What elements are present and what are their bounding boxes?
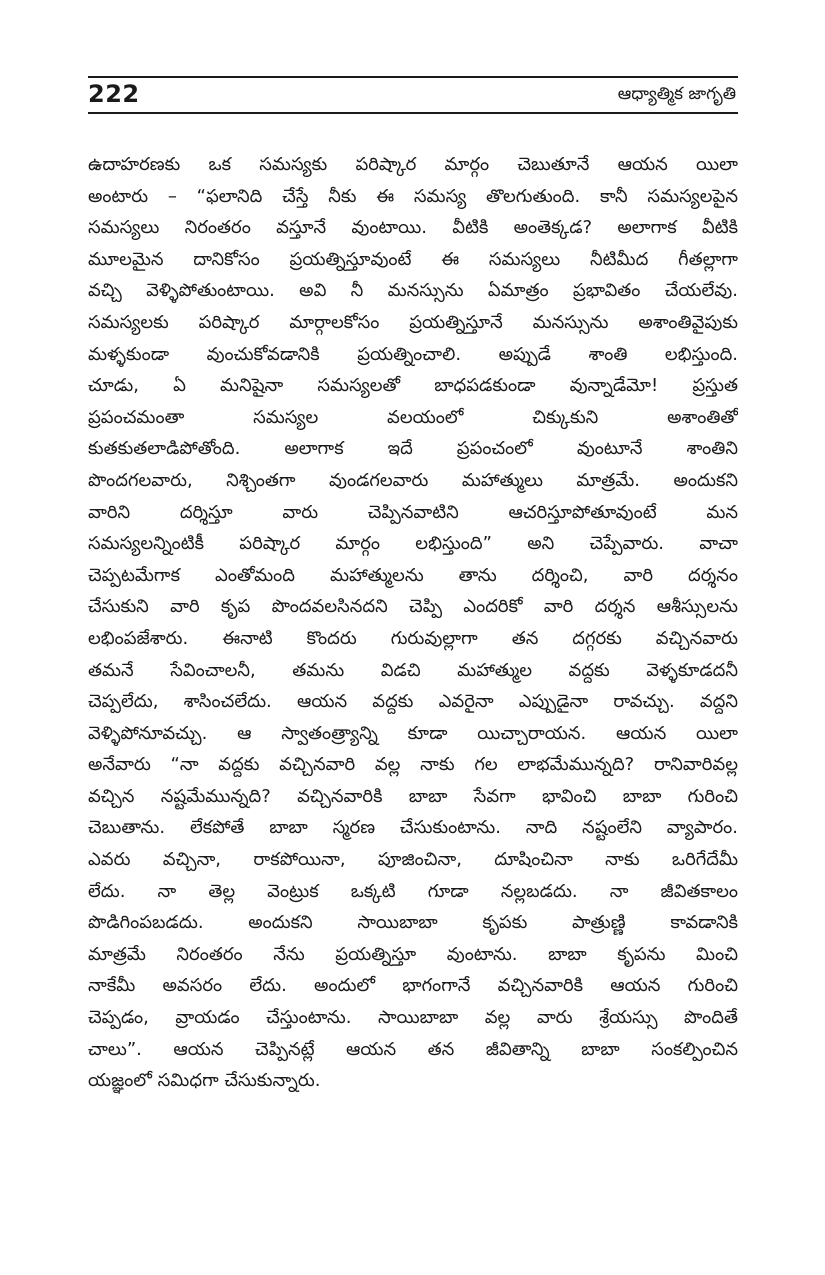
text-line: పొందగలవారు, నిశ్చింతగా వుండగలవారు మహాత్ములు మాత్రమే. అందుకని [88, 469, 738, 491]
text-line: యజ్ఞంలో సమిధగా చేసుకున్నారు. [88, 1070, 321, 1092]
text-line: చెప్పటమేగాక ఎంతోమంది మహాత్ములను తాను దర్శించి, వారి దర్శనం [88, 564, 738, 586]
text-line: తమనే సేవించాలనీ, తమను విడచి మహాత్ముల వద్దకు వెళ్ళకూడదనీ [88, 659, 738, 681]
text-line: కుతకుతలాడిపోతోంది. అలాగాక ఇదే ప్రపంచంలో వుంటూనే శాంతిని [88, 438, 738, 460]
text-line: మూలమైన దానికోసం ప్రయత్నిస్తూవుంటే ఈ సమస్యలు నీటిమీద గీతల్లాగా [88, 248, 738, 270]
text-line: చెబుతాను. లేకపోతే బాబా స్మరణ చేసుకుంటాను. నాది నష్టంలేని వ్యాపారం. [88, 817, 738, 839]
text-line: మాత్రమే నిరంతరం నేను ప్రయత్నిస్తూ వుంటాను. బాబా కృపను మించి [88, 943, 738, 965]
text-line: వెళ్ళిపోనూవచ్చు. ఆ స్వాతంత్ర్యాన్ని కూడా యిచ్చారాయన. ఆయన యిలా [88, 722, 738, 744]
text-line: నాకేమీ అవసరం లేదు. అందులో భాగంగానే వచ్చినవారికి ఆయన గురించి [88, 975, 738, 997]
text-line: సమస్యలకు పరిష్కార మార్గాలకోసం ప్రయత్నిస్తూనే మనస్సును అశాంతివైపుకు [88, 311, 738, 333]
text-line: సమస్యలు నిరంతరం వస్తూనే వుంటాయి. వీటికి అంతెక్కడ? అలాగాక వీటికి [88, 217, 738, 239]
text-line: సమస్యలన్నింటికీ పరిష్కార మార్గం లభిస్తుంది” అని చెప్పేవారు. వాచా [88, 533, 738, 555]
text-line: పొడిగింపబడదు. అందుకని సాయిబాబా కృపకు పాత్రుణ్ణి కావడానికి [88, 912, 738, 934]
text-line: చూడు, ఏ మనిషైనా సమస్యలతో బాధపడకుండా వున్నాడేమో! ప్రస్తుత [88, 375, 738, 397]
text-line: వచ్చిన నష్టమేమున్నది? వచ్చినవారికి బాబా సేవగా భావించి బాబా గురించి [88, 785, 738, 807]
text-line: ఉదాహరణకు ఒక సమస్యకు పరిష్కార మార్గం చెబుతూనే ఆయన యిలా [88, 154, 738, 175]
text-line: అంటారు – “ఫలానిది చేస్తే నీకు ఈ సమస్య తొలగుతుంది. కానీ సమస్యలపైన [88, 185, 738, 207]
text-line: లేదు. నా తెల్ల వెంట్రుక ఒక్కటి గూడా నల్లబడదు. నా జీవితకాలం [88, 880, 738, 902]
text-line: చేసుకుని వారి కృప పొందవలసినదని చెప్పి ఎందరికో వారి దర్శన ఆశీస్సులను [88, 596, 738, 618]
text-line: వచ్చి వెళ్ళిపోతుంటాయి. అవి నీ మనస్సును ఏమాత్రం ప్రభావితం చేయలేవు. [88, 280, 738, 302]
text-line: చెప్పడం, వ్రాయడం చేస్తుంటాను. సాయిబాబా వల్ల వారు శ్రేయస్సు పొందితే [88, 1007, 738, 1029]
text-line: చాలు”. ఆయన చెప్పినట్లే ఆయన తన జీవితాన్ని బాబా సంకల్పించిన [88, 1038, 738, 1060]
running-title: ఆధ్యాత్మిక జాగృతి [617, 84, 736, 104]
body-text [88, 149, 738, 1097]
text-line: లభింపజేశారు. ఈనాటి కొందరు గురువుల్లాగా తన దగ్గరకు వచ్చినవారు [88, 627, 738, 649]
text-line: వారిని దర్శిస్తూ వారు చెప్పినవాటిని ఆచరిస్తూపోతూవుంటే మన [88, 501, 738, 523]
page-header [88, 76, 738, 114]
text-line: ఎవరు వచ్చినా, రాకపోయినా, పూజించినా, దూషించినా నాకు ఒరిగేదేమీ [88, 849, 738, 871]
page-number: 222 [88, 80, 140, 108]
text-line: మళ్ళకుండా వుంచుకోవడానికి ప్రయత్నించాలి. అప్పుడే శాంతి లభిస్తుంది. [88, 343, 738, 365]
text-line: అనేవారు “నా వద్దకు వచ్చినవారి వల్ల నాకు గల లాభమేమున్నది? రానివారివల్ల [88, 754, 738, 776]
text-line: చెప్పలేదు, శాసించలేదు. ఆయన వద్దకు ఎవరైనా ఎప్పుడైనా రావచ్చు. వద్దని [88, 691, 738, 713]
text-line: ప్రపంచమంతా సమస్యల వలయంలో చిక్కుకుని అశాంతితో [88, 406, 738, 428]
